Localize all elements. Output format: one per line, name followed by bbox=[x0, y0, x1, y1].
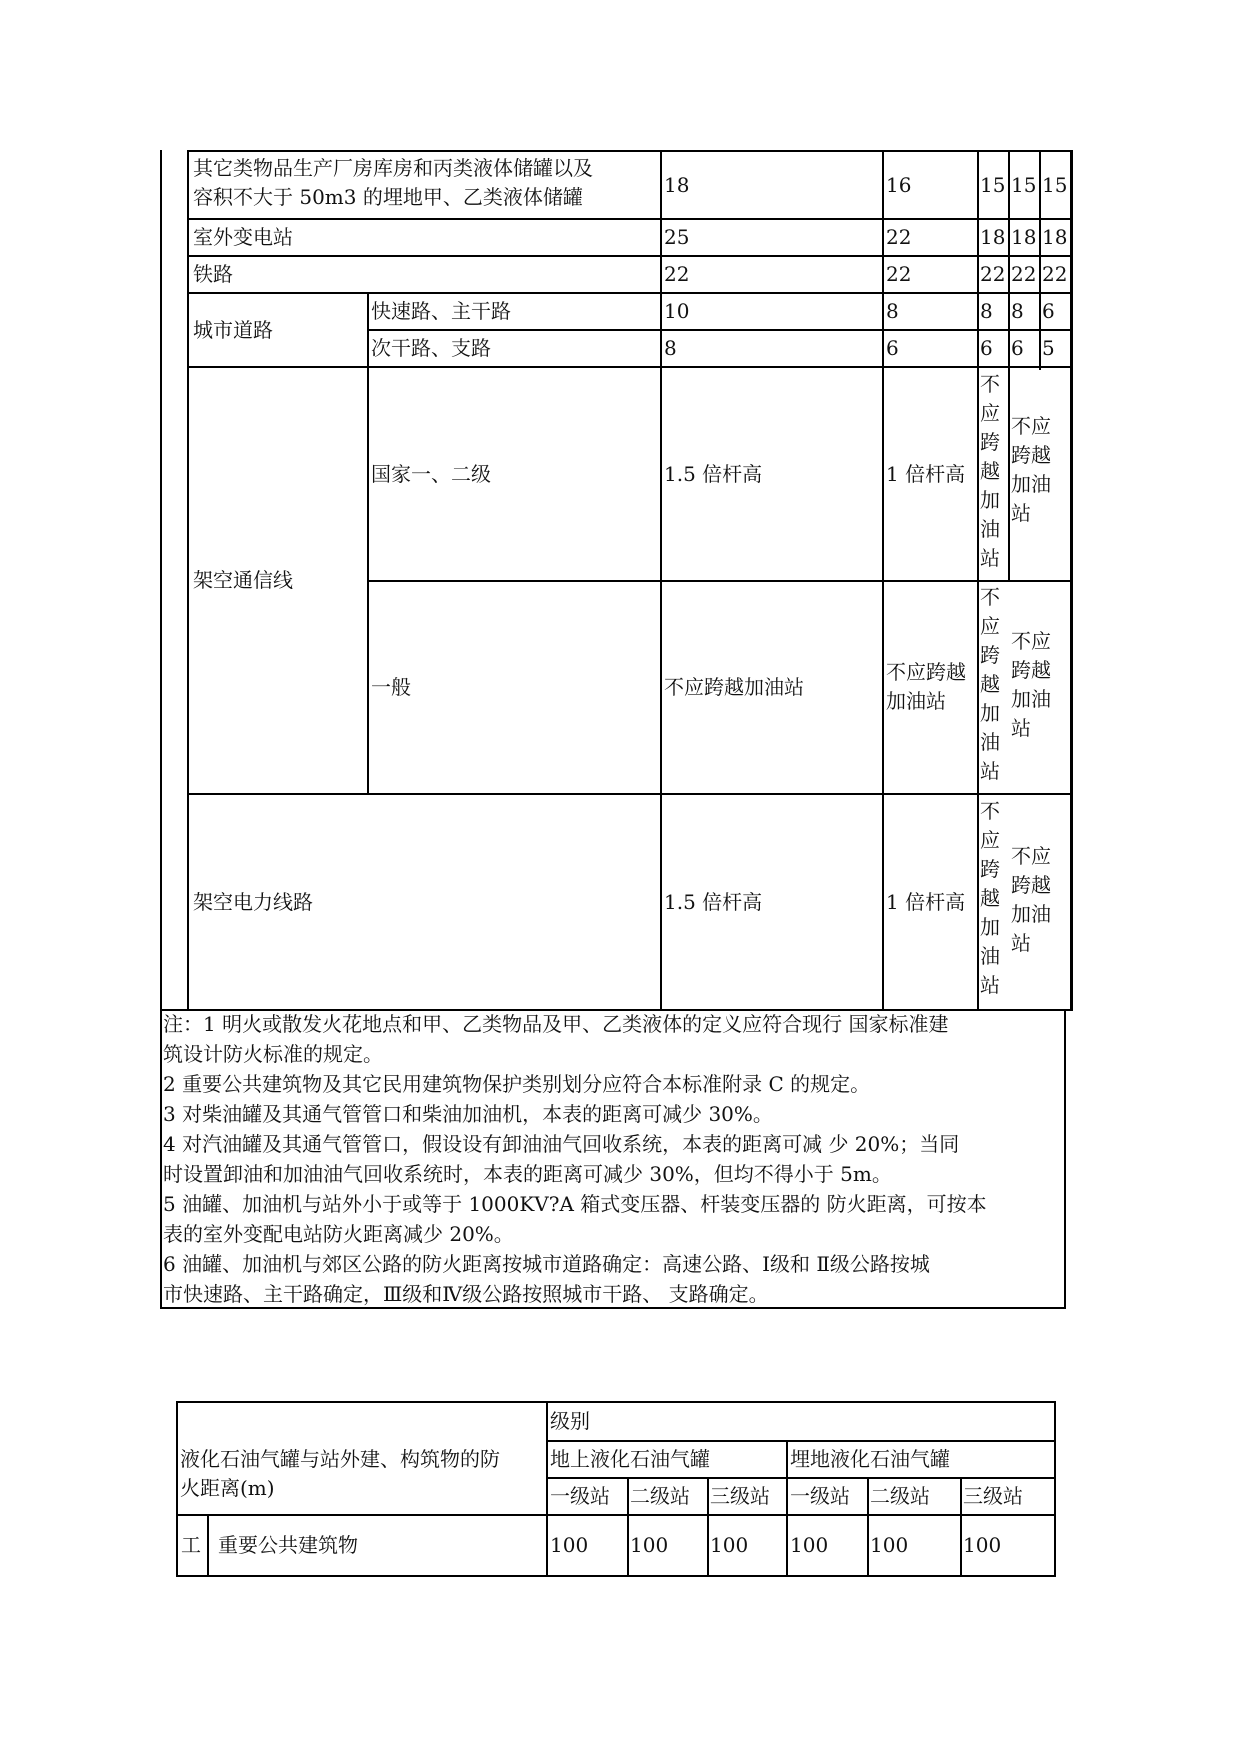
row-label-city-road: 城市道路 bbox=[193, 317, 273, 342]
row-label-comm-line: 架空通信线 bbox=[193, 568, 293, 592]
value-grade1: 不应跨越加油站 bbox=[664, 675, 804, 699]
value-grade3a: 6 bbox=[980, 336, 993, 360]
table2-header-title: 液化石油气罐与站外建、构筑物的防 火距离(m) bbox=[180, 1447, 500, 1500]
value-grade1: 1.5 倍杆高 bbox=[664, 890, 763, 914]
value-grade2: 16 bbox=[886, 172, 912, 197]
sub-label-general: 一般 bbox=[371, 675, 411, 699]
value-grade3b: 15 bbox=[1011, 172, 1037, 197]
group-buried-tank: 埋地液化石油气罐 bbox=[790, 1447, 950, 1471]
value-grade1: 10 bbox=[664, 299, 690, 323]
value-grade2: 1 倍杆高 bbox=[886, 461, 966, 486]
note-line: 注：1 明火或散发火花地点和甲、乙类物品及甲、乙类液体的定义应符合现行 国家标准建 bbox=[163, 1012, 949, 1036]
value-grade3c: 15 bbox=[1042, 172, 1068, 197]
value-grade2: 22 bbox=[886, 225, 912, 249]
value-grade1: 18 bbox=[664, 172, 690, 197]
value-grade1: 22 bbox=[664, 262, 690, 286]
value-grade3a: 不应跨越加油站 bbox=[980, 585, 1000, 783]
value-grade2: 8 bbox=[886, 299, 899, 323]
col-header-grade2: 二级站 bbox=[870, 1484, 930, 1508]
note-line: 5 油罐、加油机与站外小于或等于 1000KV?A 箱式变压器、杆装变压器的 防火距离，可按本 bbox=[163, 1192, 987, 1216]
notes-text bbox=[163, 1009, 987, 1309]
col-header-grade2: 二级站 bbox=[630, 1484, 690, 1508]
value-grade3-merged: 不应 跨越 加油 站 bbox=[1011, 844, 1051, 955]
value-grade3b: 6 bbox=[1011, 336, 1024, 360]
value-grade3c: 22 bbox=[1042, 262, 1068, 286]
value-grade3a: 8 bbox=[980, 299, 993, 323]
row-category: 工 bbox=[181, 1533, 201, 1557]
value-grade2: 6 bbox=[886, 336, 899, 360]
col-header-grade3: 三级站 bbox=[710, 1484, 770, 1508]
value-grade2: 不应跨越 加油站 bbox=[886, 660, 966, 713]
row-label-other-storage: 其它类物品生产厂房库房和丙类液体储罐以及 容积不大于 50m3 的埋地甲、乙类液体储罐 bbox=[193, 156, 593, 209]
value-grade3c: 18 bbox=[1042, 225, 1068, 249]
value-grade3a: 15 bbox=[980, 172, 1006, 197]
value-grade3c: 6 bbox=[1042, 299, 1055, 323]
value-cell: 100 bbox=[550, 1533, 589, 1557]
note-line: 筑设计防火标准的规定。 bbox=[163, 1042, 383, 1066]
note-line: 市快速路、主干路确定，Ⅲ级和Ⅳ级公路按照城市干路、 支路确定。 bbox=[163, 1282, 769, 1306]
level-header: 级别 bbox=[550, 1409, 590, 1433]
note-line: 时设置卸油和加油油气回收系统时，本表的距离可减少 30%，但均不得小于 5m。 bbox=[163, 1162, 892, 1186]
col-header-grade1: 一级站 bbox=[550, 1484, 610, 1508]
sub-label-expressway: 快速路、主干路 bbox=[371, 299, 511, 323]
row-label-power-line: 架空电力线路 bbox=[193, 890, 313, 914]
sub-label-secondary-road: 次干路、支路 bbox=[371, 336, 491, 360]
value-grade3b: 8 bbox=[1011, 299, 1024, 323]
col-header-grade1: 一级站 bbox=[790, 1484, 850, 1508]
value-grade3-merged: 不应 跨越 加油 站 bbox=[1011, 629, 1051, 740]
value-grade1: 1.5 倍杆高 bbox=[664, 461, 763, 486]
row-label-railway: 铁路 bbox=[193, 262, 233, 286]
value-grade3a: 不应跨越加油站 bbox=[980, 799, 1000, 997]
value-grade3a: 22 bbox=[980, 262, 1006, 286]
value-grade1: 25 bbox=[664, 225, 690, 249]
note-line: 3 对柴油罐及其通气管管口和柴油加油机，本表的距离可减少 30%。 bbox=[163, 1102, 773, 1126]
value-cell: 100 bbox=[630, 1533, 669, 1557]
row-label-public-building: 重要公共建筑物 bbox=[218, 1533, 358, 1557]
value-grade3-merged: 不应 跨越 加油 站 bbox=[1011, 414, 1051, 525]
note-line: 6 油罐、加油机与郊区公路的防火距离按城市道路确定：高速公路、Ⅰ级和 Ⅱ级公路按城 bbox=[163, 1252, 930, 1276]
note-line: 2 重要公共建筑物及其它民用建筑物保护类别划分应符合本标准附录 C 的规定。 bbox=[163, 1072, 871, 1096]
value-grade3a: 18 bbox=[980, 225, 1006, 249]
note-line: 4 对汽油罐及其通气管管口，假设设有卸油油气回收系统，本表的距离可减 少 20%；当同 bbox=[163, 1132, 960, 1156]
value-cell: 100 bbox=[790, 1533, 829, 1557]
value-grade3b: 22 bbox=[1011, 262, 1037, 286]
value-grade1: 8 bbox=[664, 336, 677, 360]
row-label-substation: 室外变电站 bbox=[193, 225, 293, 249]
group-aboveground-tank: 地上液化石油气罐 bbox=[550, 1447, 710, 1471]
sub-label-national: 国家一、二级 bbox=[371, 461, 491, 486]
value-grade3b: 18 bbox=[1011, 225, 1037, 249]
value-grade3c: 5 bbox=[1042, 336, 1055, 360]
col-header-grade3: 三级站 bbox=[963, 1484, 1023, 1508]
value-grade3a: 不应跨越加油站 bbox=[980, 372, 1000, 570]
value-cell: 100 bbox=[963, 1533, 1002, 1557]
note-line: 表的室外变配电站防火距离减少 20%。 bbox=[163, 1222, 514, 1246]
value-cell: 100 bbox=[870, 1533, 909, 1557]
value-grade2: 22 bbox=[886, 262, 912, 286]
value-grade2: 1 倍杆高 bbox=[886, 890, 966, 914]
value-cell: 100 bbox=[710, 1533, 749, 1557]
